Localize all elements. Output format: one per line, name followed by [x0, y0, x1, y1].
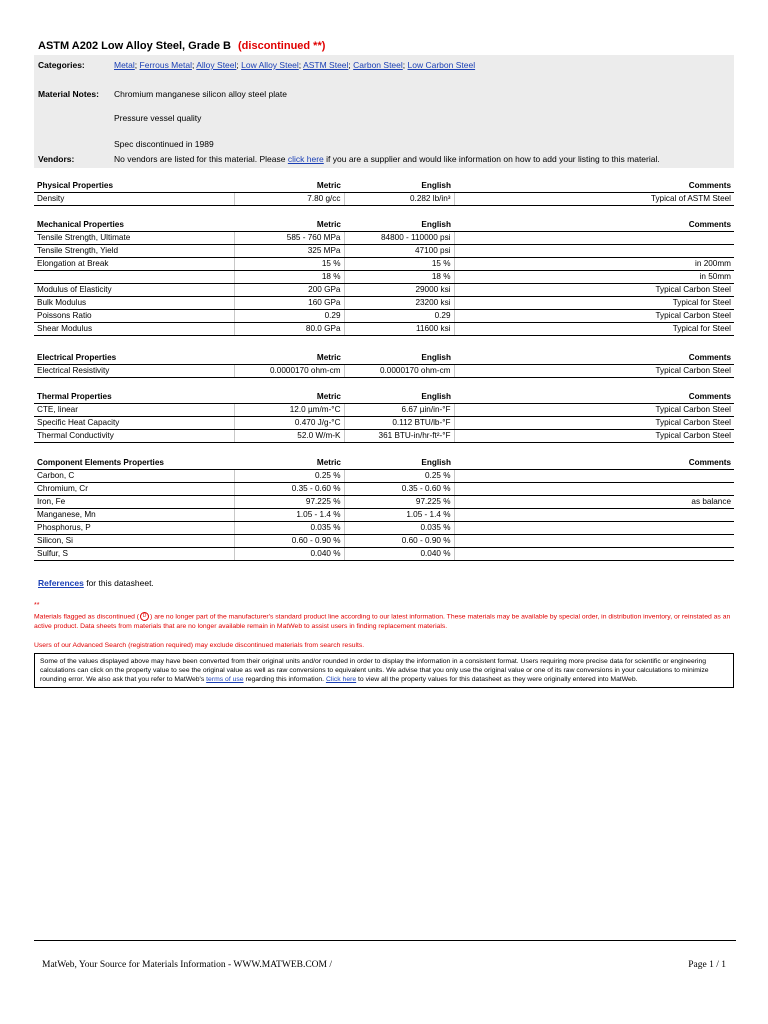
english-value[interactable]: 18 % — [344, 271, 454, 284]
categories-label: Categories: — [38, 60, 85, 70]
english-value[interactable]: 0.282 lb/in³ — [344, 193, 454, 206]
vendors-label: Vendors: — [38, 154, 75, 164]
english-value[interactable]: 0.112 BTU/lb-°F — [344, 417, 454, 430]
table-row — [34, 522, 734, 535]
discontinued-disclaimer — [34, 612, 734, 632]
table-row — [34, 535, 734, 548]
metric-value[interactable]: 0.0000170 ohm-cm — [234, 365, 344, 378]
comment-value — [454, 509, 734, 522]
table-row — [34, 297, 734, 310]
table-row — [34, 284, 734, 297]
english-value[interactable]: 15 % — [344, 258, 454, 271]
footer-page-number: Page 1 / 1 — [688, 960, 726, 970]
comments-header: Comments — [454, 352, 734, 365]
english-value[interactable]: 47100 psi — [344, 245, 454, 258]
comment-value: as balance — [454, 496, 734, 509]
terms-of-use-link[interactable]: terms of use — [206, 676, 244, 683]
english-value[interactable]: 23200 ksi — [344, 297, 454, 310]
section-title: Physical Properties — [34, 180, 234, 193]
property-name: Specific Heat Capacity — [34, 417, 234, 430]
comment-value: Typical for Steel — [454, 323, 734, 336]
metric-value[interactable]: 15 % — [234, 258, 344, 271]
metric-value[interactable]: 80.0 GPa — [234, 323, 344, 336]
comment-value: Typical Carbon Steel — [454, 365, 734, 378]
category-separator: ; — [348, 60, 354, 70]
english-value[interactable]: 0.60 - 0.90 % — [344, 535, 454, 548]
material-title — [38, 40, 325, 52]
comments-header: Comments — [454, 457, 734, 470]
metric-value[interactable]: 0.25 % — [234, 470, 344, 483]
metric-value[interactable]: 0.035 % — [234, 522, 344, 535]
property-name: Poissons Ratio — [34, 310, 234, 323]
table-row — [34, 548, 734, 561]
material-name: ASTM A202 Low Alloy Steel, Grade B — [38, 40, 231, 52]
property-name: Iron, Fe — [34, 496, 234, 509]
advanced-search-note: Users of our Advanced Search (registration required) may exclude discontinued materials from search results. — [34, 642, 365, 649]
property-name: Manganese, Mn — [34, 509, 234, 522]
comment-value — [454, 548, 734, 561]
conversion-note-pre: Some of the values displayed above may have been converted from their original units and/or rounded in order to display the information in a consistent format. Users requiring more precise data for scientific or engineering calculations can click on the property value to see the original value as well as raw conversions to equivalent units. We advise that you only use the original value or one of its raw conversions in your calculations to minimize rounding error. We also ask that you refer to MatWeb's — [40, 658, 709, 683]
metric-value[interactable]: 7.80 g/cc — [234, 193, 344, 206]
property-name: Silicon, Si — [34, 535, 234, 548]
table-row — [34, 483, 734, 496]
comment-value: Typical of ASTM Steel — [454, 193, 734, 206]
category-link[interactable]: Low Alloy Steel — [241, 60, 299, 70]
property-name: CTE, linear — [34, 404, 234, 417]
comment-value: Typical Carbon Steel — [454, 310, 734, 323]
property-name: Modulus of Elasticity — [34, 284, 234, 297]
table-row — [34, 496, 734, 509]
disclaimer-stars: ** — [34, 602, 40, 609]
vendor-click-here-link[interactable]: click here — [287, 154, 324, 164]
metric-value[interactable]: 0.040 % — [234, 548, 344, 561]
property-table — [34, 457, 734, 561]
table-row — [34, 232, 734, 245]
category-separator: ; — [236, 60, 242, 70]
property-table — [34, 180, 734, 206]
metric-value[interactable]: 0.29 — [234, 310, 344, 323]
comment-value — [454, 232, 734, 245]
english-value[interactable]: 0.25 % — [344, 470, 454, 483]
property-name — [34, 271, 234, 284]
table-header-row — [34, 352, 734, 365]
english-value[interactable]: 0.040 % — [344, 548, 454, 561]
references-link[interactable]: References — [38, 578, 84, 588]
metric-value[interactable]: 0.60 - 0.90 % — [234, 535, 344, 548]
property-table — [34, 391, 734, 443]
table-row — [34, 245, 734, 258]
table-header-row — [34, 391, 734, 404]
table-row — [34, 470, 734, 483]
english-value[interactable]: 0.035 % — [344, 522, 454, 535]
comments-header: Comments — [454, 219, 734, 232]
english-header: English — [344, 352, 454, 365]
metric-value[interactable]: 97.225 % — [234, 496, 344, 509]
english-header: English — [344, 219, 454, 232]
comment-value — [454, 535, 734, 548]
english-value[interactable]: 1.05 - 1.4 % — [344, 509, 454, 522]
comment-value — [454, 522, 734, 535]
disclaimer-text-pre: Materials flagged as discontinued ( — [34, 613, 140, 621]
table-row — [34, 310, 734, 323]
references-text: for this datasheet. — [86, 578, 154, 588]
metric-header: Metric — [234, 219, 344, 232]
section-title: Thermal Properties — [34, 391, 234, 404]
property-name: Tensile Strength, Yield — [34, 245, 234, 258]
english-value[interactable]: 0.0000170 ohm-cm — [344, 365, 454, 378]
english-header: English — [344, 391, 454, 404]
conversion-note-box — [34, 653, 734, 688]
table-header-row — [34, 180, 734, 193]
english-value[interactable]: 0.35 - 0.60 % — [344, 483, 454, 496]
property-name: Sulfur, S — [34, 548, 234, 561]
table-row — [34, 271, 734, 284]
property-name: Phosphorus, P — [34, 522, 234, 535]
english-value[interactable]: 11600 ksi — [344, 323, 454, 336]
property-name: Density — [34, 193, 234, 206]
english-header: English — [344, 180, 454, 193]
english-value[interactable]: 361 BTU-in/hr-ft²-°F — [344, 430, 454, 443]
comments-header: Comments — [454, 180, 734, 193]
category-separator: ; — [134, 60, 140, 70]
material-note-1: Chromium manganese silicon alloy steel plate — [114, 89, 287, 99]
category-link[interactable]: Metal — [114, 60, 135, 70]
property-name: Bulk Modulus — [34, 297, 234, 310]
category-separator: ; — [298, 60, 304, 70]
comment-value: Typical Carbon Steel — [454, 417, 734, 430]
click-here-link[interactable]: Click here — [325, 676, 357, 683]
table-row — [34, 323, 734, 336]
english-value[interactable]: 97.225 % — [344, 496, 454, 509]
table-row — [34, 509, 734, 522]
conversion-note-mid: regarding this information. — [245, 676, 325, 683]
metric-header: Metric — [234, 391, 344, 404]
discontinued-icon: D — [140, 612, 149, 621]
metric-value[interactable]: 160 GPa — [234, 297, 344, 310]
vendors-text — [114, 154, 660, 164]
conversion-note-post: to view all the property values for this datasheet as they were originally entered into MatWeb. — [358, 676, 638, 683]
category-link[interactable]: Carbon Steel — [353, 60, 403, 70]
comment-value — [454, 245, 734, 258]
property-table — [34, 352, 734, 378]
metric-value[interactable]: 1.05 - 1.4 % — [234, 509, 344, 522]
material-note-2: Pressure vessel quality — [114, 113, 202, 123]
table-header-row — [34, 457, 734, 470]
comment-value: Typical Carbon Steel — [454, 430, 734, 443]
category-link[interactable]: ASTM Steel — [303, 60, 349, 70]
metric-value[interactable]: 12.0 µm/m-°C — [234, 404, 344, 417]
category-link[interactable]: Alloy Steel — [196, 60, 237, 70]
english-value[interactable]: 6.67 µin/in-°F — [344, 404, 454, 417]
comment-value: in 200mm — [454, 258, 734, 271]
category-separator: ; — [402, 60, 408, 70]
table-row — [34, 365, 734, 378]
discontinued-label: (discontinued **) — [238, 40, 326, 52]
english-value[interactable]: 84800 - 110000 psi — [344, 232, 454, 245]
property-name: Tensile Strength, Ultimate — [34, 232, 234, 245]
table-row — [34, 417, 734, 430]
comment-value: in 50mm — [454, 271, 734, 284]
comment-value: Typical Carbon Steel — [454, 404, 734, 417]
categories-list — [114, 60, 475, 70]
english-header: English — [344, 457, 454, 470]
metric-value[interactable]: 200 GPa — [234, 284, 344, 297]
comment-value — [454, 483, 734, 496]
property-name: Elongation at Break — [34, 258, 234, 271]
property-table — [34, 219, 734, 336]
footer-source: MatWeb, Your Source for Materials Information - WWW.MATWEB.COM / — [42, 960, 332, 970]
metric-header: Metric — [234, 457, 344, 470]
metric-value[interactable]: 0.470 J/g-°C — [234, 417, 344, 430]
footer-divider — [34, 940, 736, 941]
vendors-pre: No vendors are listed for this material. Please — [114, 154, 286, 164]
material-notes-label: Material Notes: — [38, 89, 99, 99]
table-row — [34, 404, 734, 417]
comment-value — [454, 470, 734, 483]
metric-value[interactable]: 52.0 W/m-K — [234, 430, 344, 443]
property-name: Shear Modulus — [34, 323, 234, 336]
property-name: Electrical Resistivity — [34, 365, 234, 378]
disclaimer-text-post: ) are no longer part of the manufacturer's standard product line according to our latest information. These materials may be available by special order, in distribution inventory, or reinstated as an active product. Data sheets from materials that are no longer available remain in MatWeb to assist users in finding replacement materials. — [34, 613, 731, 631]
table-row — [34, 430, 734, 443]
comment-value: Typical for Steel — [454, 297, 734, 310]
section-title: Electrical Properties — [34, 352, 234, 365]
metric-header: Metric — [234, 180, 344, 193]
english-value[interactable]: 29000 ksi — [344, 284, 454, 297]
material-info-box — [34, 55, 734, 168]
category-link[interactable]: Low Carbon Steel — [407, 60, 476, 70]
comments-header: Comments — [454, 391, 734, 404]
comment-value: Typical Carbon Steel — [454, 284, 734, 297]
references-line — [38, 578, 154, 588]
property-name: Chromium, Cr — [34, 483, 234, 496]
section-title: Component Elements Properties — [34, 457, 234, 470]
vendors-post: if you are a supplier and would like information on how to add your listing to this material. — [326, 154, 660, 164]
metric-header: Metric — [234, 352, 344, 365]
category-link[interactable]: Ferrous Metal — [139, 60, 192, 70]
property-name: Carbon, C — [34, 470, 234, 483]
category-separator: ; — [191, 60, 197, 70]
english-value[interactable]: 0.29 — [344, 310, 454, 323]
section-title: Mechanical Properties — [34, 219, 234, 232]
table-row — [34, 258, 734, 271]
table-row — [34, 193, 734, 206]
material-note-3: Spec discontinued in 1989 — [114, 139, 214, 149]
property-name: Thermal Conductivity — [34, 430, 234, 443]
metric-value[interactable]: 0.35 - 0.60 % — [234, 483, 344, 496]
metric-value[interactable]: 585 - 760 MPa — [234, 232, 344, 245]
metric-value[interactable]: 325 MPa — [234, 245, 344, 258]
table-header-row — [34, 219, 734, 232]
metric-value[interactable]: 18 % — [234, 271, 344, 284]
